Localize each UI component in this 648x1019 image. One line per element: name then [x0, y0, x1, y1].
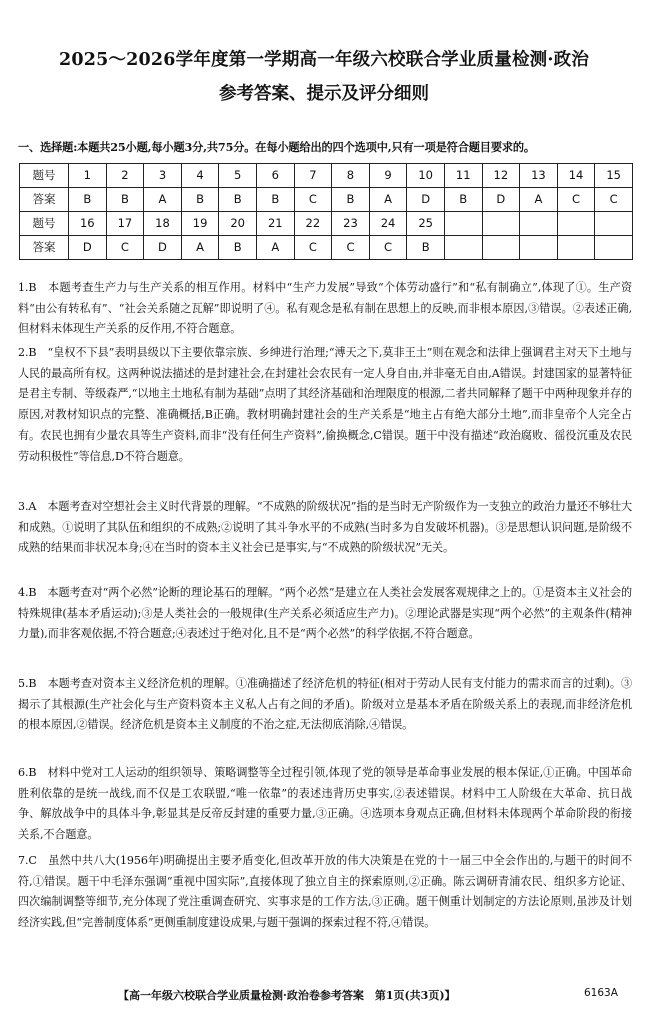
- answer-cell: [482, 236, 520, 260]
- answer-cell: D: [407, 188, 445, 212]
- footer-text: 【高一年级六校联合学业质量检测·政治卷参考答案 第1页(共3页)】: [118, 989, 456, 1002]
- answer-cell: B: [444, 188, 482, 212]
- question-number-cell: 22: [294, 212, 332, 236]
- row-label: 题号: [20, 212, 69, 236]
- question-number-cell: 23: [332, 212, 370, 236]
- question-number-cell: 9: [369, 164, 407, 188]
- answer-cell: C: [106, 236, 144, 260]
- answer-cell: B: [219, 236, 257, 260]
- answer-cell: C: [369, 236, 407, 260]
- answer-cell: [520, 236, 558, 260]
- question-number-cell: 5: [219, 164, 257, 188]
- question-number-cell: 7: [294, 164, 332, 188]
- paper-code: 6163A: [584, 987, 618, 999]
- question-number-cell: [520, 212, 558, 236]
- answer-table: [19, 163, 633, 260]
- question-number-cell: 20: [219, 212, 257, 236]
- question-number-cell: 8: [332, 164, 370, 188]
- question-number-cell: 15: [595, 164, 633, 188]
- answer-cell: B: [407, 236, 445, 260]
- question-number-cell: 11: [444, 164, 482, 188]
- answer-cell: A: [181, 236, 219, 260]
- document-subtitle: 参考答案、提示及评分细则: [219, 84, 429, 104]
- answer-cell: A: [144, 188, 182, 212]
- answer-cell: D: [69, 236, 107, 260]
- row-label: 答案: [20, 188, 69, 212]
- answer-cell: D: [482, 188, 520, 212]
- explanation-item-5: 5.B 本题考查对资本主义经济危机的理解。①准确描述了经济危机的特征(相对于劳动人民有支付能力的需求而言的过剩)。③揭示了其根源(生产社会化与生产资料资本主义私人占有之间的矛盾)。阶级对立是基本矛盾在阶级关系上的表现,而非经济危机的根本原因,②错误。经济危机是资本主义制度的不治之症,无法彻底消除,④错误。: [18, 677, 632, 732]
- question-number-cell: 17: [106, 212, 144, 236]
- answer-cell: C: [294, 188, 332, 212]
- question-number-cell: 19: [181, 212, 219, 236]
- answer-cell: A: [520, 188, 558, 212]
- answer-cell: B: [256, 188, 294, 212]
- question-number-cell: 12: [482, 164, 520, 188]
- answer-cell: B: [219, 188, 257, 212]
- document-title: 2025～2026学年度第一学期高一年级六校联合学业质量检测·政治: [58, 50, 590, 70]
- answer-cell: [444, 236, 482, 260]
- answer-cell: B: [332, 188, 370, 212]
- question-number-cell: [557, 212, 595, 236]
- question-number-cell: 25: [407, 212, 445, 236]
- question-number-cell: 10: [407, 164, 445, 188]
- answer-cell: [557, 236, 595, 260]
- question-number-cell: 16: [69, 212, 107, 236]
- number-row: [20, 164, 633, 188]
- question-number-cell: [595, 212, 633, 236]
- answer-cell: C: [332, 236, 370, 260]
- explanation-item-7: 7.C 虽然中共八大(1956年)明确提出主要矛盾变化,但改革开放的伟大决策是在党的十一届三中全会作出的,与题干的时间不符,①错误。题干中毛泽东强调“重视中国实际”,直接体现了独立自主的探索原则,②正确。陈云调研青浦农民、组织多方论证、四次编制调整等细节,充分体现了党注重调查研究、实事求是的工作方法,③正确。题干侧重计划制定的方法论原则,虽涉及计划经济实践,但“完善制度体系”更侧重制度建设成果,与题干强调的探索过程不符,④错误。: [18, 854, 632, 930]
- section-heading: 一、选择题:本题共25小题,每小题3分,共75分。在每小题给出的四个选项中,只有一项是符合题目要求的。: [18, 140, 535, 154]
- question-number-cell: 6: [256, 164, 294, 188]
- question-number-cell: [444, 212, 482, 236]
- row-label: 题号: [20, 164, 69, 188]
- answer-cell: A: [256, 236, 294, 260]
- question-number-cell: 4: [181, 164, 219, 188]
- number-row: [20, 212, 633, 236]
- answer-cell: B: [181, 188, 219, 212]
- row-label: 答案: [20, 236, 69, 260]
- explanation-item-6: 6.B 材料中党对工人运动的组织领导、策略调整等全过程引领,体现了党的领导是革命事业发展的根本保证,①正确。中国革命胜利依靠的是统一战线,而不仅是工农联盟,“唯一依靠”的表述违背历史事实,②表述错误。材料中工人阶级在大革命、抗日战争、解放战争中的具体斗争,彰显其是反帝反封建的重要力量,③正确。④选项本身观点正确,但材料未体现两个革命阶段的衔接关系,不合题意。: [18, 766, 632, 842]
- answer-cell: C: [557, 188, 595, 212]
- explanation-item-4: 4.B 本题考查对“两个必然”论断的理论基石的理解。“两个必然”是建立在人类社会发展客观规律之上的。①是资本主义社会的特殊规律(基本矛盾运动);③是人类社会的一般规律(生产关系必须适应生产力)。②理论武器是实现“两个必然”的主观条件(精神力量),而非客观依据,不符合题意;④表述过于绝对化,且不是“两个必然”的科学依据,不符合题意。: [18, 586, 632, 641]
- question-number-cell: 18: [144, 212, 182, 236]
- question-number-cell: 1: [69, 164, 107, 188]
- question-number-cell: 21: [256, 212, 294, 236]
- answer-cell: B: [69, 188, 107, 212]
- question-number-cell: 2: [106, 164, 144, 188]
- answer-row: [20, 236, 633, 260]
- answer-cell: D: [144, 236, 182, 260]
- answer-cell: C: [595, 188, 633, 212]
- question-number-cell: [482, 212, 520, 236]
- question-number-cell: 13: [520, 164, 558, 188]
- answer-row: [20, 188, 633, 212]
- explanation-item-3: 3.A 本题考查对空想社会主义时代背景的理解。“不成熟的阶级状况”指的是当时无产阶级作为一支独立的政治力量还不够壮大和成熟。①说明了其队伍和组织的不成熟;②说明了其斗争水平的不成熟(当时多为自发破坏机器)。③是思想认识问题,是阶级不成熟的结果而非状况本身;④在当时的资本主义社会已是事实,与“不成熟的阶级状况”无关。: [18, 500, 632, 555]
- explanation-item-1: 1.B 本题考查生产力与生产关系的相互作用。材料中“生产力发展”导致“个体劳动盛行”和“私有制确立”,体现了①。生产资料“由公有转私有”、“社会关系随之瓦解”即说明了④。私有观念是私有制在思想上的反映,而非根本原因,③错误。②表述正确,但材料未体现生产关系的反作用,不符合题意。: [18, 281, 632, 336]
- question-number-cell: 24: [369, 212, 407, 236]
- answer-cell: A: [369, 188, 407, 212]
- answer-cell: B: [106, 188, 144, 212]
- explanation-item-2: 2.B “皇权不下县”表明县级以下主要依靠宗族、乡绅进行治理;“溥天之下,莫非王土”则在观念和法律上强调君主对天下土地与人民的最高所有权。这两种说法描述的是封建社会,在封建社会农民有一定人身自由,并非毫无自由,A错误。封建国家的显著特征是君主专制、等级森严,“以地主土地私有制为基础”点明了其经济基础和治理限度的根源,二者共同解释了题干中两种现象并存的原因,对教材知识点的完整、准确概括,B正确。教材明确封建社会的生产关系是“地主占有绝大部分土地”,而非皇帝个人完全占有。农民也拥有少量农具等生产资料,而非“没有任何生产资料”,偷换概念,C错误。题干中没有描述“政治腐败、徭役沉重及农民劳动积极性”等信息,D不符合题意。: [18, 346, 632, 463]
- question-number-cell: 14: [557, 164, 595, 188]
- answer-cell: [595, 236, 633, 260]
- answer-cell: C: [294, 236, 332, 260]
- question-number-cell: 3: [144, 164, 182, 188]
